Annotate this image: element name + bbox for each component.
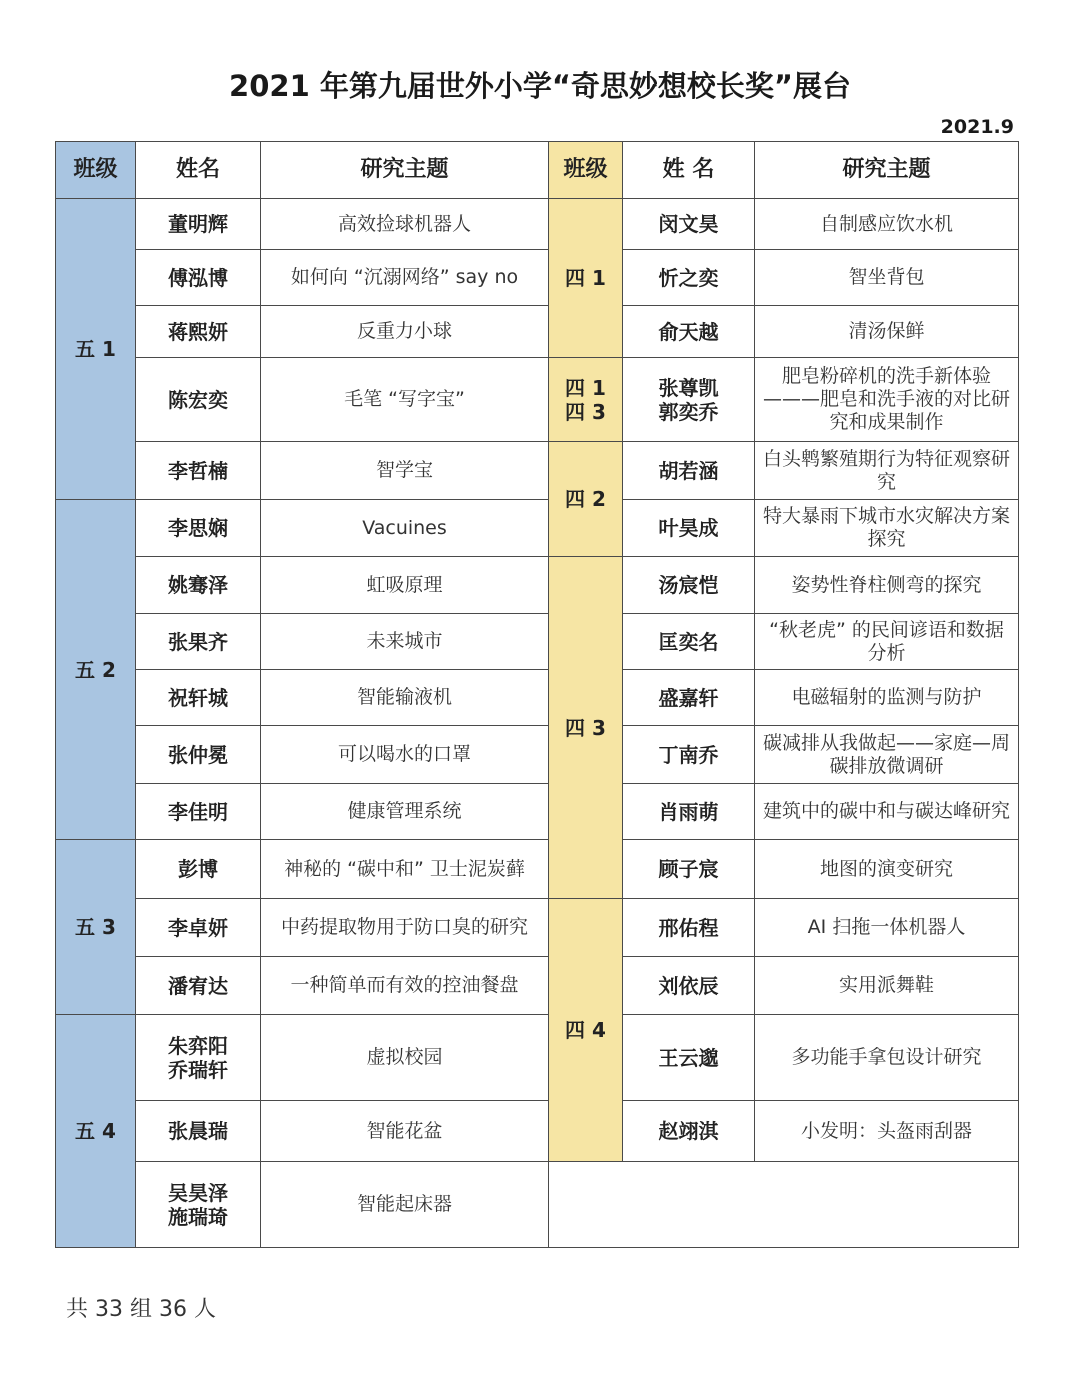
student-name: 李思娴 [136,500,261,557]
student-name: 董明辉 [136,199,261,250]
student-name: 刘依辰 [623,957,755,1015]
student-name: 张果齐 [136,614,261,670]
student-name: 赵翊淇 [623,1101,755,1162]
student-name-line: 郭奕乔 [658,399,719,424]
student-name [136,1162,261,1248]
research-topic: “秋老虎” 的民间谚语和数据分析 [755,614,1019,670]
student-name: 匡奕名 [623,614,755,670]
student-name: 张晨瑞 [136,1101,261,1162]
research-topic: 电磁辐射的监测与防护 [755,670,1019,726]
research-topic: 智能花盆 [261,1101,549,1162]
table-row [56,199,1019,250]
research-topic: AI 扫拖一体机器人 [755,899,1019,957]
table-row [56,614,1019,670]
research-topic: Vacuines [261,500,549,557]
research-topic: 肥皂粉碎机的洗手新体验———肥皂和洗手液的对比研究和成果制作 [755,358,1019,442]
empty-cell [549,1162,1019,1248]
student-name: 李哲楠 [136,442,261,500]
research-topic: 智学宝 [261,442,549,500]
research-topic: 高效捡球机器人 [261,199,549,250]
class-cell: 四 2 [549,442,623,557]
research-topic: 可以喝水的口罩 [261,726,549,784]
student-name: 彭博 [136,840,261,899]
student-name: 胡若涵 [623,442,755,500]
research-topic: 毛笔 “写字宝” [261,358,549,442]
student-name: 叶昊成 [623,500,755,557]
page-title: 2021 年第九届世外小学“奇思妙想校长奖”展台 [229,69,851,103]
table-row [56,306,1019,358]
student-name-line: 朱弈阳 [168,1033,228,1058]
research-topic: 中药提取物用于防口臭的研究 [261,899,549,957]
student-name: 李卓妍 [136,899,261,957]
research-topic: 健康管理系统 [261,784,549,840]
header-topic-right: 研究主题 [755,142,1019,199]
group-summary: 共 33 组 36 人 [66,1297,216,1322]
class-cell [549,358,623,442]
research-topic: 清汤保鲜 [755,306,1019,358]
student-name: 丁南乔 [623,726,755,784]
table-row [56,500,1019,557]
table-row [56,784,1019,840]
table-row [56,1015,1019,1101]
student-name: 王云邈 [623,1015,755,1101]
student-name [136,1015,261,1101]
class-cell: 四 1 [549,199,623,358]
class-cell: 四 4 [549,899,623,1162]
research-topic: 实用派舞鞋 [755,957,1019,1015]
table-row [56,899,1019,957]
student-name: 蒋熙妍 [136,306,261,358]
header-class-right: 班级 [549,142,623,199]
student-name: 张仲冕 [136,726,261,784]
award-table [55,141,1019,1248]
student-name: 李佳明 [136,784,261,840]
research-topic: 白头鹎繁殖期行为特征观察研究 [755,442,1019,500]
class-cell: 四 3 [549,557,623,899]
research-topic: 建筑中的碳中和与碳达峰研究 [755,784,1019,840]
research-topic: 小发明：头盔雨刮器 [755,1101,1019,1162]
student-name-line: 施瑞琦 [168,1204,228,1229]
research-topic: 未来城市 [261,614,549,670]
research-topic: 特大暴雨下城市水灾解决方案探究 [755,500,1019,557]
research-topic: 姿势性脊柱侧弯的探究 [755,557,1019,614]
table-row [56,726,1019,784]
student-name-line: 吴昊泽 [168,1180,228,1205]
research-topic: 智能起床器 [261,1162,549,1248]
header-name-right: 姓 名 [623,142,755,199]
research-topic: 一种简单而有效的控油餐盘 [261,957,549,1015]
student-name: 姚骞泽 [136,557,261,614]
student-name-line: 张尊凯 [658,375,719,400]
research-topic: 智能输液机 [261,670,549,726]
class-cell: 五 3 [56,840,136,1015]
research-topic: 多功能手拿包设计研究 [755,1015,1019,1101]
research-topic: 神秘的 “碳中和” 卫士泥炭藓 [261,840,549,899]
student-name: 顾子宸 [623,840,755,899]
student-name: 闵文昊 [623,199,755,250]
header-class-left: 班级 [56,142,136,199]
header-row [56,142,1019,199]
header-name-left: 姓名 [136,142,261,199]
document-date: 2021.9 [940,116,1014,138]
table-row [56,1101,1019,1162]
class-cell: 五 4 [56,1015,136,1248]
student-name: 盛嘉轩 [623,670,755,726]
student-name: 陈宏奕 [136,358,261,442]
header-topic-left: 研究主题 [261,142,549,199]
table-row [56,1162,1019,1248]
student-name: 祝轩城 [136,670,261,726]
table-row [56,358,1019,442]
research-topic: 地图的演变研究 [755,840,1019,899]
research-topic: 反重力小球 [261,306,549,358]
student-name: 肖雨萌 [623,784,755,840]
student-name-line: 乔瑞轩 [168,1057,228,1082]
table-row [56,957,1019,1015]
research-topic: 碳减排从我做起——家庭—周碳排放微调研 [755,726,1019,784]
table-row [56,557,1019,614]
research-topic: 虚拟校园 [261,1015,549,1101]
student-name: 汤宸恺 [623,557,755,614]
class-label: 四 3 [565,399,606,424]
research-topic: 自制感应饮水机 [755,199,1019,250]
research-topic: 智坐背包 [755,250,1019,306]
student-name [623,358,755,442]
student-name: 傅泓博 [136,250,261,306]
table-row [56,250,1019,306]
table-row [56,442,1019,500]
research-topic: 虹吸原理 [261,557,549,614]
research-topic: 如何向 “沉溺网络” say no [261,250,549,306]
student-name: 潘宥达 [136,957,261,1015]
table-row [56,840,1019,899]
class-label: 四 1 [565,375,606,400]
table-row [56,670,1019,726]
student-name: 俞天越 [623,306,755,358]
student-name: 忻之奕 [623,250,755,306]
class-cell: 五 2 [56,500,136,840]
class-cell: 五 1 [56,199,136,500]
student-name: 邢佑程 [623,899,755,957]
